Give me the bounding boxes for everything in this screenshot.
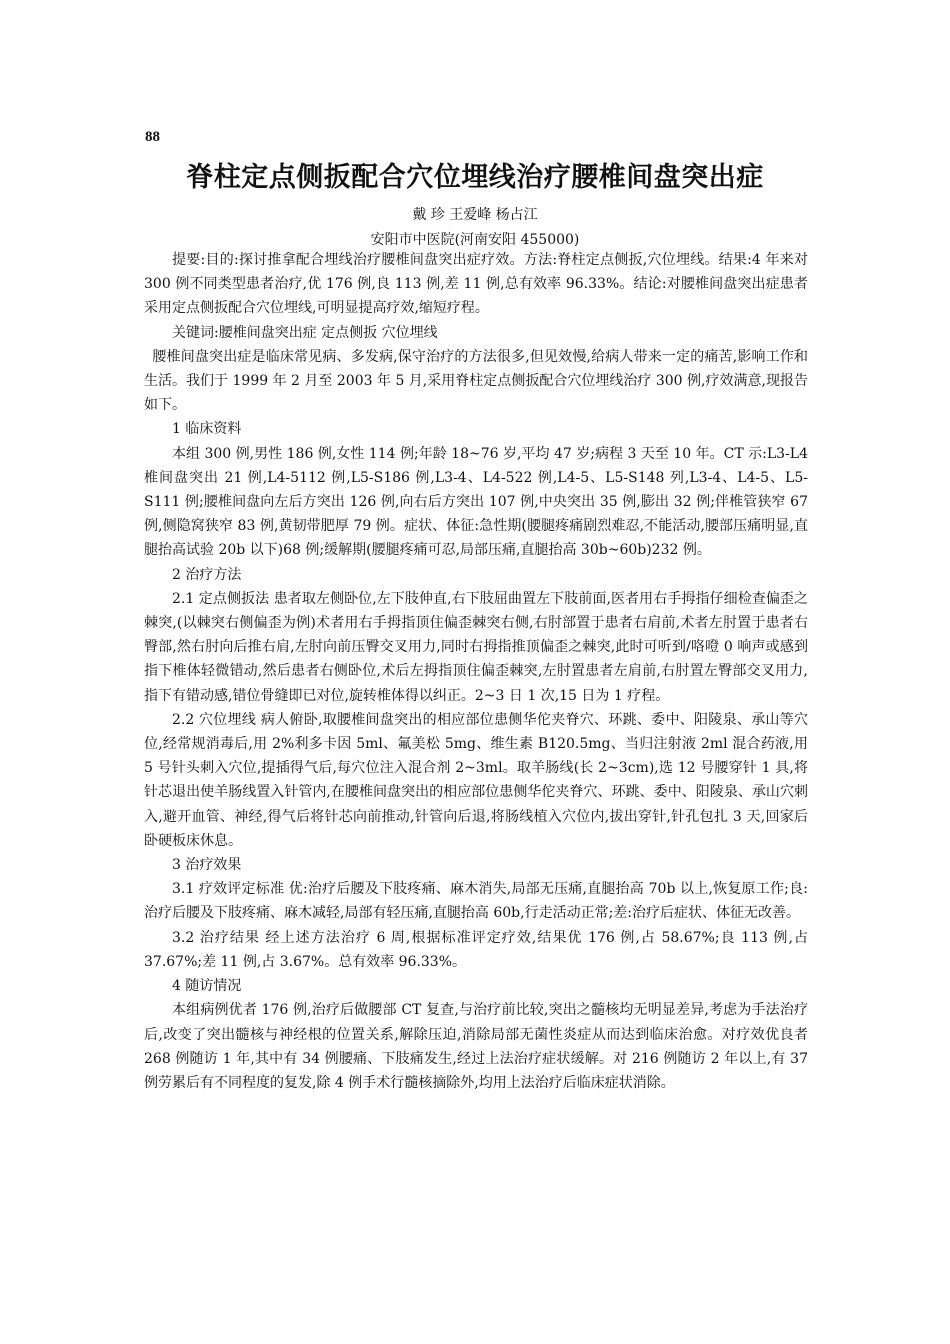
paragraph: 2.1 定点侧扳法 患者取左侧卧位,左下肢伸直,右下肢屈曲置左下肢前面,医者用右手拇指仔细检查偏歪之棘突,(以棘突右侧偏歪为例)术者用右手拇指顶住偏歪棘突右侧,右肘部置于患者右肩前,术者左肘置于患者右臀部,然右肘向后推右肩,左肘向前压臀交叉用力,同时右拇指推顶偏歪之棘突,此时可听到/咯噔 0 响声或感到指下椎体轻微错动,然后患者右侧卧位,术后左拇指顶住偏歪棘突,左肘置患者左肩前,右肘置左臀部交叉用力,指下有错动感,错位骨缝即已对位,旋转椎体得以纠正。2~3 日 1 次,15 日为 1 疗程。	[144, 590, 808, 704]
section-heading-clinical-data: 1 临床资料	[172, 421, 242, 438]
paragraph: 3.2 治疗结果 经上述方法治疗 6 周,根据标准评定疗效,结果优 176 例,占 58.67%;良 113 例,占 37.67%;差 11 例,占 3.67%。总有效率 96.33%。	[144, 929, 808, 970]
abstract: 提要:目的:探讨推拿配合埋线治疗腰椎间盘突出症疗效。方法:脊柱定点侧扳,穴位埋线。结果:4 年来对 300 例不同类型患者治疗,优 176 例,良 113 例,差 11 例,总有效率 96.33%。结论:对腰椎间盘突出症患者采用定点侧扳配合穴位埋线,可明显提高疗效,缩短疗程。	[144, 252, 808, 317]
article-body	[144, 248, 808, 1095]
intro-paragraph: 腰椎间盘突出症是临床常见病、多发病,保守治疗的方法很多,但见效慢,给病人带来一定的痛苦,影响工作和生活。我们于 1999 年 2 月至 2003 年 5 月,采用脊柱定点侧扳配合穴位埋线治疗 300 例,疗效满意,现报告如下。	[144, 348, 808, 414]
section-heading-treatment-effect: 3 治疗效果	[172, 857, 242, 874]
paragraph: 本组 300 例,男性 186 例,女性 114 例;年龄 18~76 岁,平均 47 岁;病程 3 天至 10 年。CT 示:L3-L4 椎间盘突出 21 例,L4-5112 例,L5-S186 例,L3-4、L4-522 例,L4-5、L5-S148 列,L3-4、L4-5、L5-S111 例;腰椎间盘向左后方突出 126 例,向右后方突出 107 例,中央突出 35 例,膨出 32 例;伴椎管狭窄 67 例,侧隐窝狭窄 83 例,黄韧带肥厚 79 例。症状、体征:急性期(腰腿疼痛剧烈难忍,不能活动,腰部压痛明显,直腿抬高试验 20b 以下)68 例;缓解期(腰腿疼痛可忍,局部压痛,直腿抬高 30b~60b)232 例。	[144, 445, 808, 559]
paragraph: 2.2 穴位埋线 病人俯卧,取腰椎间盘突出的相应部位患侧华佗夹脊穴、环跳、委中、阳陵泉、承山等穴位,经常规消毒后,用 2%利多卡因 5ml、氟美松 5mg、维生素 B120.5mg、当归注射液 2ml 混合药液,用 5 号针头刺入穴位,提插得气后,每穴位注入混合剂 2~3ml。取羊肠线(长 2~3cm),选 12 号腰穿针 1 具,将针芯退出使羊肠线置入针管内,在腰椎间盘突出的相应部位患侧华佗夹脊穴、环跳、委中、阳陵泉、承山穴刺入,避开血管、神经,得气后将针芯向前推动,针管向后退,将肠线植入穴位内,拔出穿针,针孔包扎 3 天,回家后卧硬板床休息。	[144, 711, 808, 849]
page-number: 88	[145, 129, 160, 145]
article-title: 脊柱定点侧扳配合穴位埋线治疗腰椎间盘突出症	[186, 162, 764, 193]
paragraph: 3.1 疗效评定标准 优:治疗后腰及下肢疼痛、麻木消失,局部无压痛,直腿抬高 70b 以上,恢复原工作;良:治疗后腰及下肢疼痛、麻木减轻,局部有轻压痛,直腿抬高 60b,行走活动正常;差:治疗后症状、体征无改善。	[144, 881, 808, 922]
authors: 戴 珍 王爱峰 杨占江	[412, 207, 538, 223]
paragraph: 本组病例优者 176 例,治疗后做腰部 CT 复查,与治疗前比较,突出之髓核均无明显差异,考虑为手法治疗后,改变了突出髓核与神经根的位置关系,解除压迫,消除局部无菌性炎症从而达到临床治愈。对疗效优良者 268 例随访 1 年,其中有 34 例腰痛、下肢痛发生,经过上法治疗症状缓解。对 216 例随访 2 年以上,有 37 例劳累后有不同程度的复发,除 4 例手术行髓核摘除外,均用上法治疗后临床症状消除。	[144, 1002, 808, 1091]
affiliation: 安阳市中医院(河南安阳 455000)	[370, 232, 580, 248]
section-heading-follow-up: 4 随访情况	[172, 978, 242, 995]
section-heading-treatment-method: 2 治疗方法	[172, 566, 242, 583]
keywords: 关键词:腰椎间盘突出症 定点侧扳 穴位埋线	[172, 324, 438, 341]
